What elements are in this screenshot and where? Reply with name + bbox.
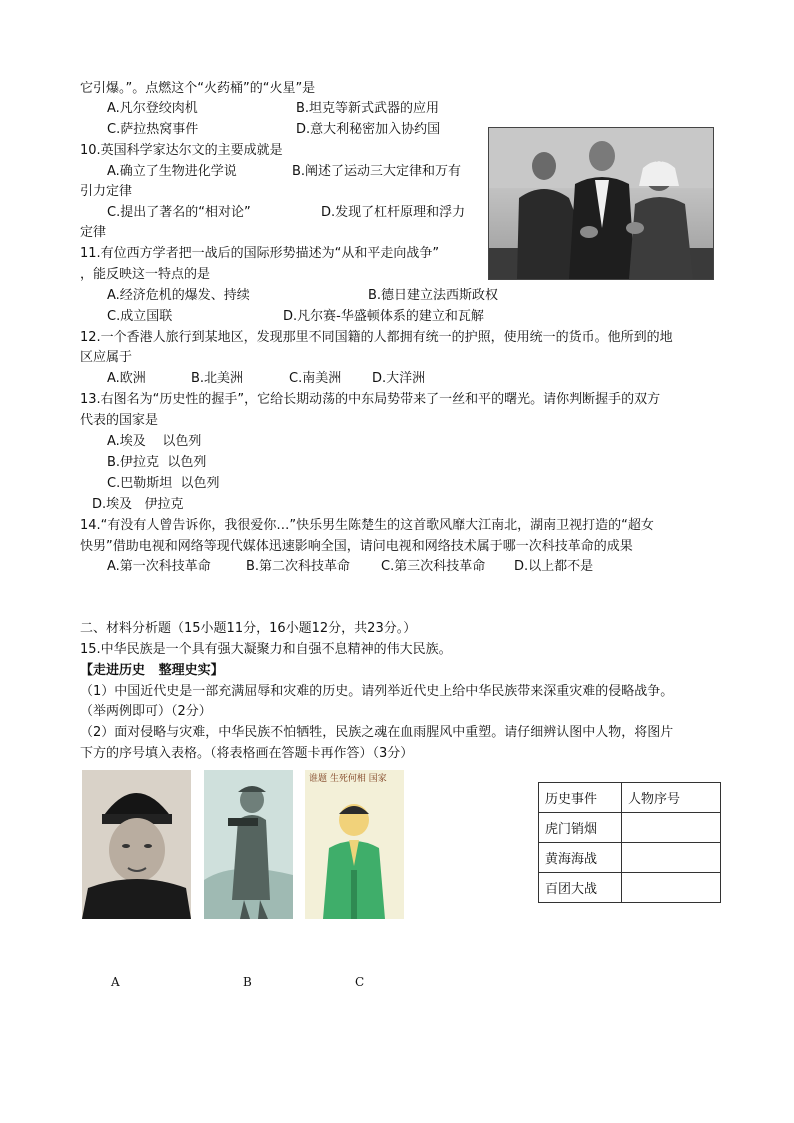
q11-option-b: B.德日建立法西斯政权 bbox=[368, 288, 499, 303]
table-row bbox=[539, 873, 721, 903]
handshake-photo bbox=[488, 127, 714, 280]
q12-stem-cont: 区应属于 bbox=[80, 350, 133, 365]
caption-c: C bbox=[355, 975, 365, 989]
handshake-photo-art bbox=[489, 128, 713, 279]
q13-option-c: C.巴勒斯坦 以色列 bbox=[107, 476, 220, 491]
event-person-table bbox=[538, 782, 721, 903]
q14-option-a: A.第一次科技革命 bbox=[107, 559, 211, 574]
caption-b: B bbox=[243, 975, 252, 989]
q14-stem: 14.“有没有人曾告诉你，我很爱你…”快乐男生陈楚生的这首歌风靡大江南北，湖南卫视打造的“超女 bbox=[80, 518, 654, 533]
table-cell-answer[interactable] bbox=[622, 843, 721, 873]
q11-option-a: A.经济危机的爆发、持续 bbox=[107, 288, 250, 303]
q10-option-a: A.确立了生物进化学说 bbox=[107, 164, 237, 179]
table-cell-answer[interactable] bbox=[622, 873, 721, 903]
q10-option-b-cont: 引力定律 bbox=[80, 184, 133, 199]
table-header-cell: 人物序号 bbox=[622, 783, 721, 813]
portrait-a bbox=[82, 770, 191, 919]
table-header-cell: 历史事件 bbox=[539, 783, 622, 813]
portrait-c-inscription: 谁题 生死何相 国家 bbox=[309, 774, 387, 784]
q12-stem: 12.一个香港人旅行到某地区，发现那里不同国籍的人都拥有统一的护照，使用统一的货币。他所到的地 bbox=[80, 330, 673, 345]
q15-part1-cont: （举两例即可）（2分） bbox=[80, 704, 212, 719]
q14-stem-cont: 快男”借助电视和网络等现代媒体迅速影响全国，请问电视和网络技术属于哪一次科技革命的成果 bbox=[80, 539, 633, 554]
q9-option-a: A.凡尔登绞肉机 bbox=[107, 101, 198, 116]
q13-stem: 13.右图名为“历史性的握手”，它给长期动荡的中东局势带来了一丝和平的曙光。请你判断握手的双方 bbox=[80, 392, 661, 407]
q12-option-d: D.大洋洲 bbox=[372, 371, 426, 386]
table-header-row bbox=[539, 783, 721, 813]
q11-option-c: C.成立国联 bbox=[107, 309, 173, 324]
q9-option-b: B.坦克等新式武器的应用 bbox=[296, 101, 440, 116]
table-cell-event: 虎门销烟 bbox=[539, 813, 622, 843]
table-cell-answer[interactable] bbox=[622, 813, 721, 843]
q9-option-d: D.意大利秘密加入协约国 bbox=[296, 122, 441, 137]
table-row bbox=[539, 843, 721, 873]
q15-part2: （2）面对侵略与灾难，中华民族不怕牺牲，民族之魂在血雨腥风中重塑。请仔细辨认图中人物，将图片 bbox=[80, 725, 674, 740]
q9-option-c: C.萨拉热窝事件 bbox=[107, 122, 199, 137]
portrait-b bbox=[204, 770, 293, 919]
portrait-b-art bbox=[204, 770, 293, 919]
q12-option-a: A.欧洲 bbox=[107, 371, 146, 386]
table-row bbox=[539, 813, 721, 843]
table-cell-event: 黄海海战 bbox=[539, 843, 622, 873]
q15-stem: 15.中华民族是一个具有强大凝聚力和自强不息精神的伟大民族。 bbox=[80, 642, 452, 657]
q10-option-d: D.发现了杠杆原理和浮力 bbox=[321, 205, 466, 220]
q14-option-d: D.以上都不是 bbox=[514, 559, 594, 574]
q10-stem: 10.英国科学家达尔文的主要成就是 bbox=[80, 143, 283, 158]
q14-option-b: B.第二次科技革命 bbox=[246, 559, 351, 574]
section-2-header: 二、材料分析题（15小题11分，16小题12分，共23分。） bbox=[80, 621, 417, 636]
q15-part2-cont: 下方的序号填入表格。（将表格画在答题卡再作答）（3分） bbox=[80, 746, 414, 761]
q13-option-a: A.埃及 以色列 bbox=[107, 434, 202, 449]
table-cell-event: 百团大战 bbox=[539, 873, 622, 903]
q14-option-c: C.第三次科技革命 bbox=[381, 559, 486, 574]
q10-option-d-cont: 定律 bbox=[80, 225, 107, 240]
portrait-a-art bbox=[82, 770, 191, 919]
portrait-c bbox=[305, 770, 404, 919]
q10-option-b: B.阐述了运动三大定律和万有 bbox=[292, 164, 462, 179]
q15-subtitle: 【走进历史 整理史实】 bbox=[80, 663, 224, 678]
q9-line: 它引爆。”。点燃这个“火药桶”的“火星”是 bbox=[80, 81, 316, 96]
q10-option-c: C.提出了著名的“相对论” bbox=[107, 205, 251, 220]
q13-stem-cont: 代表的国家是 bbox=[80, 413, 159, 428]
q13-option-b: B.伊拉克 以色列 bbox=[107, 455, 207, 470]
q12-option-b: B.北美洲 bbox=[191, 371, 244, 386]
q12-option-c: C.南美洲 bbox=[289, 371, 342, 386]
q13-option-d: D.埃及 伊拉克 bbox=[92, 497, 184, 512]
q11-stem-cont: ，能反映这一特点的是 bbox=[80, 267, 211, 282]
caption-a: A bbox=[111, 975, 120, 989]
q15-part1: （1）中国近代史是一部充满屈辱和灾难的历史。请列举近代史上给中华民族带来深重灾难的侵略战争。 bbox=[80, 684, 674, 699]
q11-stem: 11.有位西方学者把一战后的国际形势描述为“从和平走向战争” bbox=[80, 246, 440, 261]
q11-option-d: D.凡尔赛-华盛顿体系的建立和瓦解 bbox=[283, 309, 484, 324]
